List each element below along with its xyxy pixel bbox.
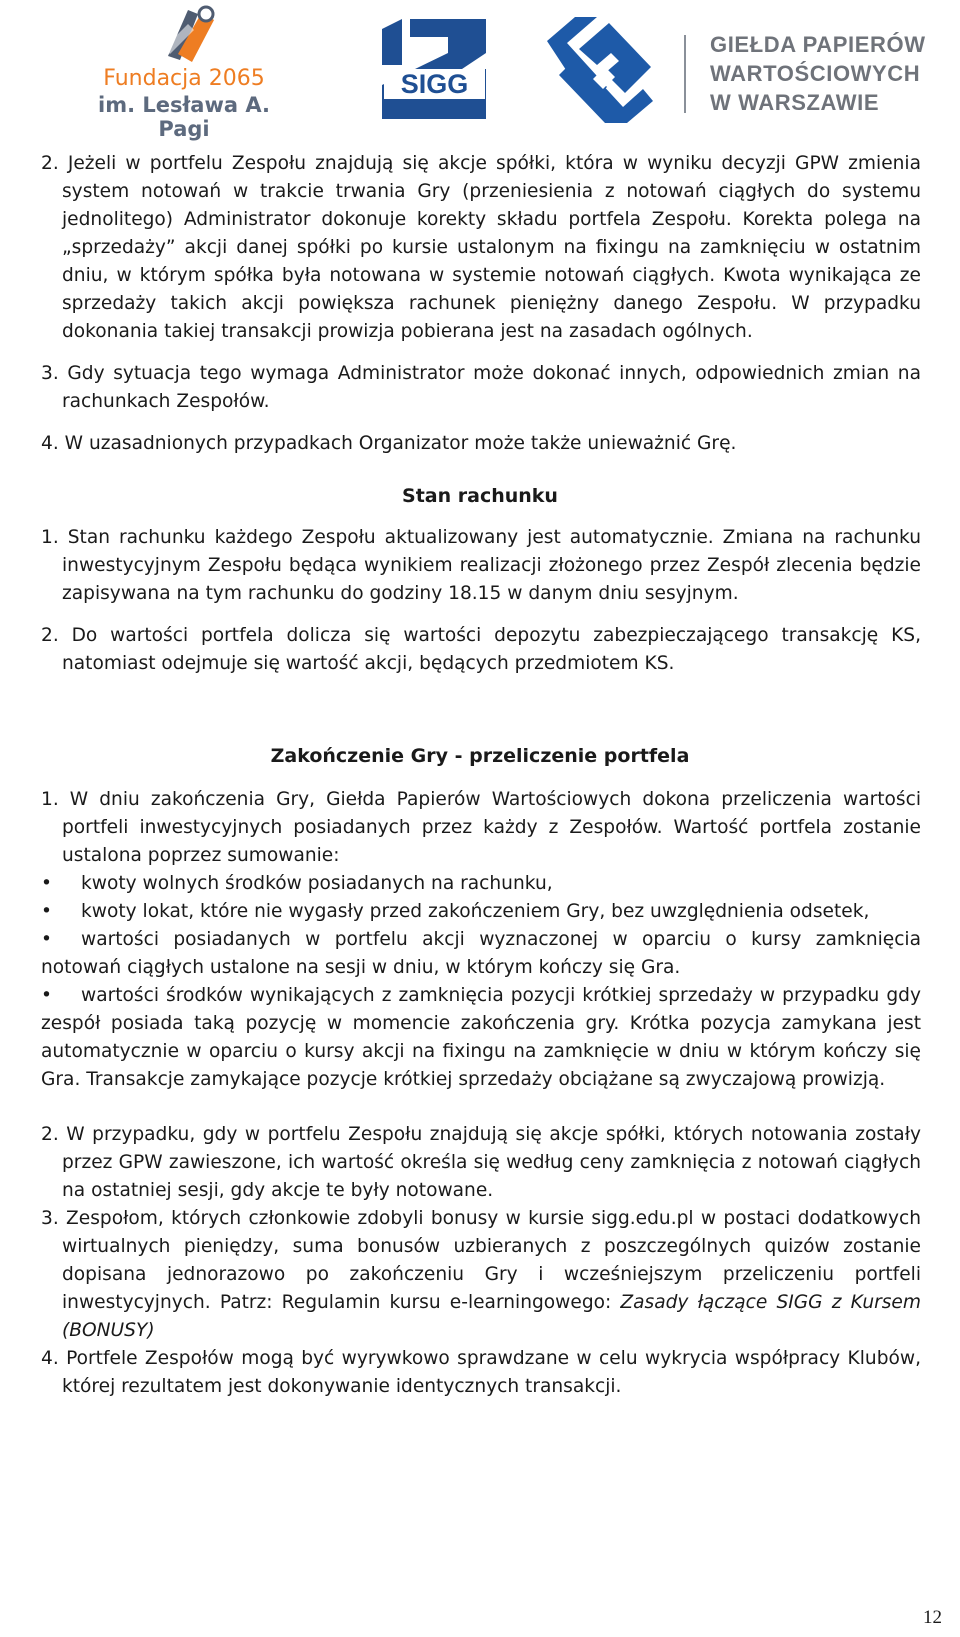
paragraph-end-3-text: 3. Zespołom, których członkowie zdobyli bonusy w kursie sigg.edu.pl w postaci dodatkowych wirtualnych pieniędzy, suma bonusów uzbieranych z poszczególnych quizów zostanie dopisana jednorazowo po zakończeniu Gry i wcześniejszym przeliczeniu portfeli inwestycyjnych. Patrz: Regulamin kursu e-learningowego: (41, 1208, 921, 1313)
page-header (0, 0, 960, 141)
paragraph-end-1: 1. W dniu zakończenia Gry, Giełda Papierów Wartościowych dokona przeliczenia wartości portfeli inwestycyjnych posiadanych przez każdy z Zespołów. Wartość portfela zostanie ustalona poprzez sumowanie: (41, 789, 921, 866)
fundacja-2065-logo (84, 4, 284, 141)
bullet-icon: • (41, 873, 52, 894)
heading-stan-rachunku: Stan rachunku (402, 485, 558, 507)
list-item (41, 982, 921, 1094)
paragraph-2-system-change: 2. Jeżeli w portfelu Zespołu znajdują się akcje spółki, która w wyniku decyzji GPW zmienia system notowań w trakcie trwania Gry (przeniesienia z notowań ciągłych do systemu jednolitego) Administrator dokonuje korekty składu portfela Zespołu. Korekta polega na „sprzedaży” akcji danej spółki po kursie ustalonym na fixingu na zamknięciu w ostatnim dniu, w którym spółka była notowana w systemie notowań ciągłych. Kwota wynikająca ze sprzedaży takich akcji powiększa rachunek pieniężny danego Zespołu. W przypadku dokonania takiej transakcji prowizja pobierana jest na zasadach ogólnych. (41, 153, 921, 342)
list-item (41, 898, 921, 926)
gpw-logo-icon (535, 13, 655, 125)
bullet-icon: • (41, 929, 52, 950)
list-item-text: wartości środków wynikających z zamknięcia pozycji krótkiej sprzedaży w przypadku gdy zespół posiada taką pozycję w momencie zakończenia gry. Krótka pozycja zamykana jest automatycznie w oparciu o kursy akcji na fixingu na zamknięcie w dniu w którym kończy się Gra. Transakcje zamykające pozycje krótkiej sprzedaży obciążane są zwyczajową prowizją. (41, 985, 921, 1090)
list-item-text: kwoty lokat, które nie wygasły przed zakończeniem Gry, bez uwzględnienia odsetek, (81, 901, 870, 922)
list-item (41, 870, 921, 898)
header-divider (684, 35, 686, 113)
paragraph-3-admin-changes: 3. Gdy sytuacja tego wymaga Administrator może dokonać innych, odpowiednich zmian na rachunkach Zespołów. (41, 363, 921, 412)
bonus-rules-reference: Zasady łączące SIGG z Kursem (BONUSY) (62, 1292, 921, 1341)
sigg-label: SIGG (400, 69, 469, 99)
paragraph-end-2: 2. W przypadku, gdy w portfelu Zespołu znajdują się akcje spółki, których notowania zostały przez GPW zawieszone, ich wartość określa się według ceny zamknięcia z notowań ciągłych na ostatniej sesji, gdy akcje te były notowane. (41, 1124, 921, 1201)
sigg-12-logo (376, 13, 493, 125)
fundacja-name: Fundacja 2065 (103, 66, 265, 91)
heading-zakonczenie-gry: Zakończenie Gry - przeliczenie portfela (270, 745, 690, 767)
paragraph-end-3 (41, 1205, 921, 1345)
paragraph-4-cancel-game: 4. W uzasadnionych przypadkach Organizator może także unieważnić Grę. (41, 433, 737, 454)
bullet-icon: • (41, 985, 52, 1006)
gpw-line-1: GIEŁDA PAPIERÓW (710, 32, 926, 57)
paragraph-account-1: 1. Stan rachunku każdego Zespołu aktualizowany jest automatycznie. Zmiana na rachunku inwestycyjnym Zespołu będąca wynikiem realizacji złożonego przez Zespół zlecenia będzie zapisywana na tym rachunku do godziny 18.15 w danym dniu sesyjnym. (41, 527, 921, 604)
paragraph-end-4: 4. Portfele Zespołów mogą być wyrywkowo sprawdzane w celu wykrycia współpracy Klubów, której rezultatem jest dokonywanie identycznych transakcji. (41, 1348, 921, 1397)
gpw-line-3: W WARSZAWIE (710, 90, 880, 115)
gpw-wordmark (710, 30, 950, 117)
page-number: 12 (923, 1607, 942, 1628)
list-item (41, 926, 921, 982)
fundacja-patron: im. Lesława A. Pagi (98, 93, 270, 141)
document-body (0, 150, 960, 1401)
list-item-text: wartości posiadanych w portfelu akcji wyznaczonej w oparciu o kursy zamknięcia notowań ciągłych ustalone na sesji w dniu, w którym kończy się Gra. (41, 929, 921, 978)
bullet-icon: • (41, 901, 52, 922)
gpw-line-2: WARTOŚCIOWYCH (710, 61, 921, 86)
paragraph-account-2: 2. Do wartości portfela dolicza się wartości depozytu zabezpieczającego transakcję KS, natomiast odejmuje się wartość akcji, będących przedmiotem KS. (41, 625, 921, 674)
fundacja-mark-icon (154, 4, 218, 66)
list-item-text: kwoty wolnych środków posiadanych na rachunku, (81, 873, 553, 894)
